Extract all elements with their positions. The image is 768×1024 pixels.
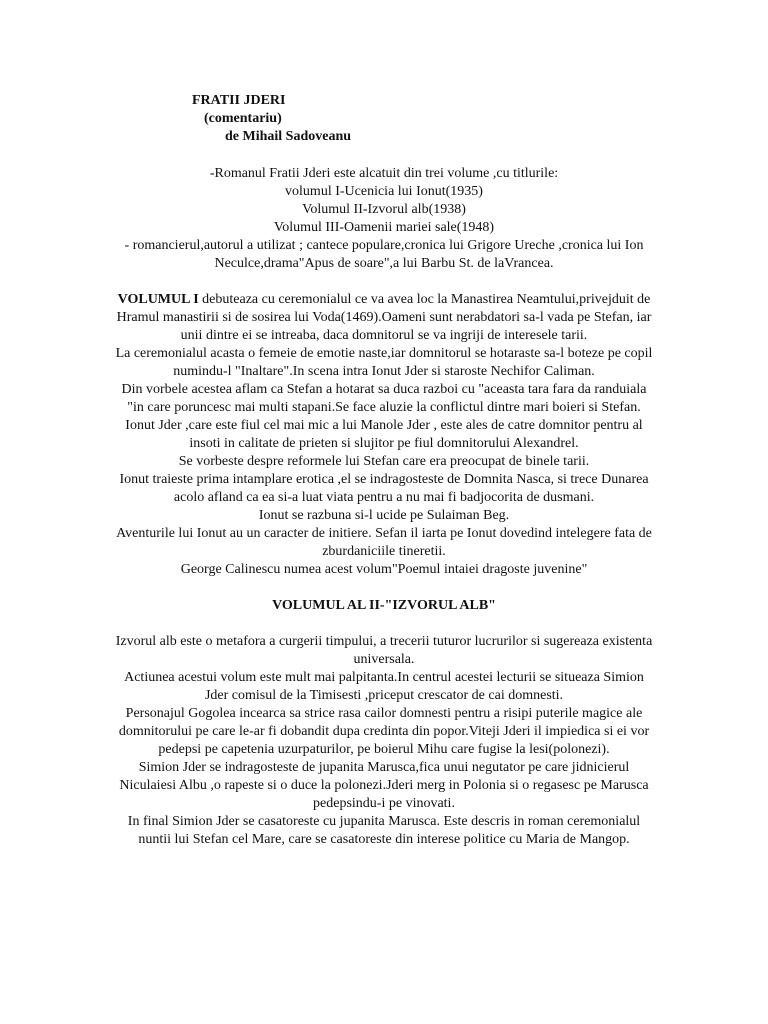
vol1-paragraph: Ionut se razbuna si-l ucide pe Sulaiman Beg. (258, 508, 510, 523)
vol2-paragraph: Actiunea acestui volum este mult mai palpitanta.In centrul acestei lecturii se situeaza Simion Jder comisul de la Timisesti ,priceput crescator de cai domnesti. (124, 670, 644, 703)
intro-line: Volumul II-Izvorul alb(1938) (302, 202, 466, 217)
document-subtitle: (comentariu) (204, 111, 282, 126)
vol2-paragraph: Personajul Gogolea incearca sa strice rasa cailor domnesti pentru a risipi puterile magice ale domnitorului pe care le-ar fi dobandit dupa credinta din popor.Viteji Jderi il impiedica si ei vor pedepsi pe capetenia uzurpaturilor, pe boierul Mihu care fugise la lesi(polonezi). (118, 706, 650, 757)
spacer (112, 579, 656, 597)
document-title: FRATII JDERI (192, 93, 286, 108)
vol1-paragraph: George Calinescu numea acest volum"Poemul intaiei dragoste juvenine" (180, 562, 588, 577)
intro-line: -Romanul Fratii Jderi este alcatuit din trei volume ,cu titlurile: (209, 166, 559, 181)
intro-line: - romancierul,autorul a utilizat ; cantece populare,cronica lui Grigore Ureche ,cronica lui Ion Neculce,drama"Apus de soare",a lui Barbu St. de laVrancea. (124, 238, 644, 271)
vol1-paragraph: Se vorbeste despre reformele lui Stefan care era preocupat de binele tarii. (178, 454, 590, 469)
vol2-paragraph: Izvorul alb este o metafora a curgerii timpului, a trecerii tuturor lucrurilor si sugereaza existenta universala. (115, 634, 653, 667)
document-body (112, 165, 656, 849)
intro-line: volumul I-Ucenicia lui Ionut(1935) (285, 184, 483, 199)
intro-line: Volumul III-Oamenii mariei sale(1948) (273, 220, 495, 235)
vol1-paragraph: Din vorbele acestea aflam ca Stefan a hotarat sa duca razboi cu "aceasta tara fara da randuiala "in care poruncesc mai multi stapani.Se face aluzie la conflictul dintre mari boieri si Stefan. (121, 382, 647, 415)
vol1-lead-text: debuteaza cu ceremonialul ce va avea loc la Manastirea Neamtului,privejduit de Hramul manastirii si de sosirea lui Voda(1469).Oameni sunt nerabdatori sa-l vada pe Stefan, iar unii dintre ei se intreaba, daca domnitorul se va ingriji de interesele tarii. (116, 292, 652, 343)
vol1-paragraph: La ceremonialul acasta o femeie de emotie naste,iar domnitorul se hotaraste sa-l boteze pe copil numindu-l "Inaltare".In scena intra Ionut Jder si staroste Nechifor Caliman. (115, 346, 653, 379)
vol1-lead-paragraph (112, 291, 656, 345)
spacer (112, 273, 656, 291)
document-author: de Mihail Sadoveanu (225, 129, 352, 144)
vol1-paragraph: Ionut traieste prima intamplare erotica ,el se indragosteste de Domnita Nasca, si trece Dunarea acolo afland ca ea si-a luat viata pentru a nu mai fi badjocorita de dusmani. (119, 472, 649, 505)
vol1-paragraph: Aventurile lui Ionut au un caracter de initiere. Sefan il iarta pe Ionut dovedind intelegere fata de zburdaniciile tineretii. (116, 526, 652, 559)
vol2-paragraph: Simion Jder se indragosteste de jupanita Marusca,fica unui negutator pe care jidnicierul Niculaiesi Albu ,o rapeste si o duce la polonezi.Jderi merg in Polonia si o regasesc pe Marusca pedepsindu-i pe vinovati. (119, 760, 649, 811)
title-block (192, 92, 351, 146)
vol2-heading: VOLUMUL AL II-"IZVORUL ALB" (272, 598, 496, 613)
spacer (112, 615, 656, 633)
vol1-heading: VOLUMUL I (117, 292, 199, 307)
vol1-paragraph: Ionut Jder ,care este fiul cel mai mic a lui Manole Jder , este ales de catre domnitor pentru al insoti in calitate de prieten si slujitor pe fiul domnitorului Alexandrel. (125, 418, 643, 451)
vol2-paragraph: In final Simion Jder se casatoreste cu jupanita Marusca. Este descris in roman ceremonialul nuntii lui Stefan cel Mare, care se casatoreste din interese politice cu Maria de Mangop. (127, 814, 641, 847)
